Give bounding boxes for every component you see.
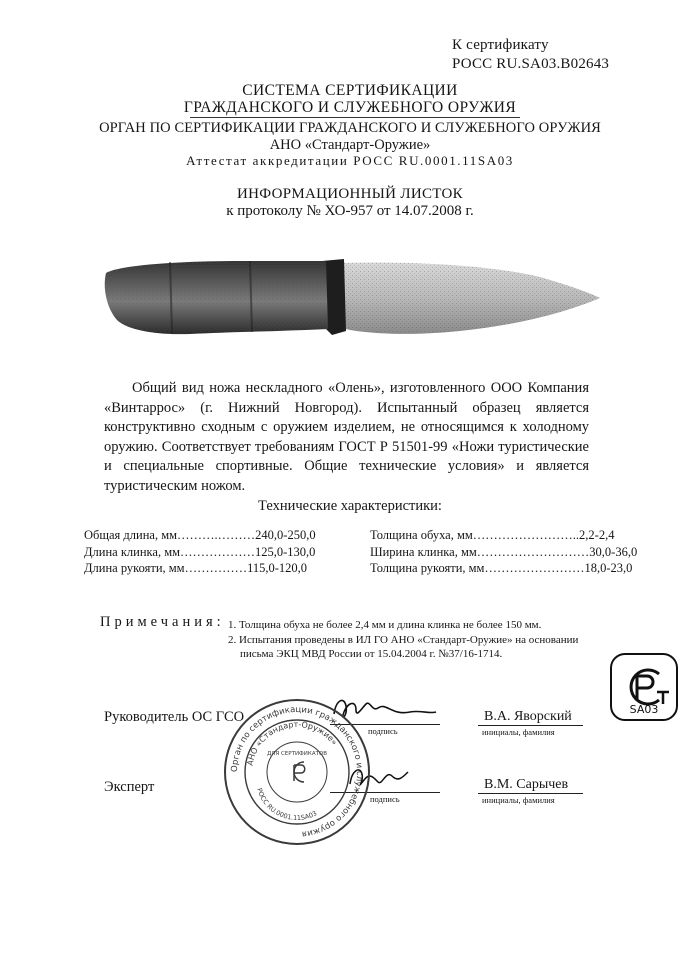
protocol-line: к протоколу № ХО-957 от 14.07.2008 г. — [226, 203, 474, 219]
certification-mark — [609, 652, 679, 732]
expert-role: Эксперт — [104, 779, 155, 795]
head-name-line — [478, 725, 583, 726]
knife-description: Общий вид ножа нескладного «Олень», изготовленного ООО Компания «Винтаррос» (г. Нижний Новгород). Испытанный образец является конструктивно сходным с оружием изделием, не относящимся к холодному оружию. Соответствует требованиям ГОСТ Р 51501-99 «Ножи туристические и специальные спортивные. Общие технические условия» и является туристическим ножом. — [104, 380, 589, 494]
mark-code: SA03 — [629, 703, 659, 716]
seal-bottom-text: РОСС RU.0001.11SA03 — [255, 787, 319, 823]
seal-inner-text: АНО «Стандарт-Оружие» — [245, 719, 340, 767]
system-title-line1: СИСТЕМА СЕРТИФИКАЦИИ — [242, 82, 458, 99]
spec-spine-thickness: Толщина обуха, мм……………………..2,2-2,4 — [370, 528, 615, 542]
spec-overall-length: Общая длина, мм……….………240,0-250,0 — [84, 528, 316, 542]
specs-right-column — [370, 527, 637, 577]
note-item: письма ЭКЦ МВД России от 15.04.2004 г. №37/16-1714. — [240, 648, 503, 660]
expert-name: В.М. Сарычев — [484, 777, 569, 792]
seal-ring-text: Орган по сертификации гражданского и служебного оружия — [229, 704, 365, 839]
specs-left-column — [84, 527, 316, 577]
info-sheet-title: ИНФОРМАЦИОННЫЙ ЛИСТОК — [237, 186, 463, 202]
notes-heading: Примечания: — [100, 614, 225, 630]
knife-image — [100, 235, 605, 345]
certificate-ref-line2: РОСС RU.SA03.В02643 — [452, 56, 610, 72]
head-signature-caption: подпись — [368, 726, 398, 736]
seal-center-text: ДЛЯ СЕРТИФИКАТОВ — [266, 751, 328, 757]
certificate-reference — [452, 36, 609, 74]
head-name-caption: инициалы, фамилия — [482, 727, 555, 737]
head-role: Руководитель ОС ГСО — [104, 709, 245, 725]
title-divider — [190, 117, 520, 118]
svg-text:РОСС RU.0001.11SA03 — [255, 787, 318, 822]
head-name: В.А. Яворский — [484, 709, 572, 724]
spec-handle-length: Длина рукояти, мм……………115,0-120,0 — [84, 561, 308, 575]
expert-signature-caption: подпись — [370, 794, 400, 804]
notes-list — [228, 618, 628, 662]
organization-seal — [222, 697, 372, 847]
spec-blade-length: Длина клинка, мм………………125,0-130,0 — [84, 544, 316, 559]
certification-organ: ОРГАН ПО СЕРТИФИКАЦИИ ГРАЖДАНСКОГО И СЛУЖЕБНОГО ОРУЖИЯ — [99, 120, 601, 136]
accreditation-line: Аттестат аккредитации РОСС RU.0001.11SA03 — [186, 153, 514, 168]
note-item: 1. Толщина обуха не более 2,4 мм и длина клинка не более 150 мм. — [228, 619, 542, 631]
spec-blade-width: Ширина клинка, мм………………………30,0-36,0 — [370, 544, 638, 559]
spec-handle-thickness: Толщина рукояти, мм……………………18,0-23,0 — [370, 561, 633, 575]
expert-name-line — [478, 793, 583, 794]
expert-name-caption: инициалы, фамилия — [482, 795, 555, 805]
system-title-line2: ГРАЖДАНСКОГО И СЛУЖЕБНОГО ОРУЖИЯ — [183, 99, 517, 116]
certificate-ref-line1: К сертификату — [452, 37, 549, 53]
seal-pct-emblem — [294, 762, 305, 782]
organization-name: АНО «Стандарт-Оружие» — [269, 137, 431, 153]
note-item: 2. Испытания проведены в ИЛ ГО АНО «Стандарт-Оружие» на основании — [228, 633, 579, 646]
specs-title: Технические характеристики: — [258, 498, 442, 514]
